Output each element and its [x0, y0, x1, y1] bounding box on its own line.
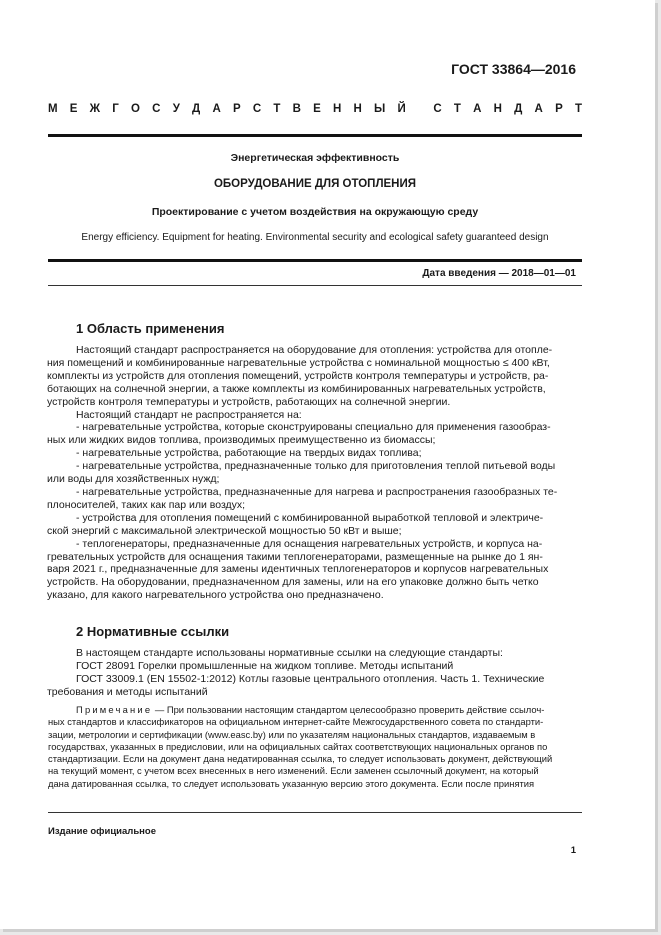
reference-line: ГОСТ 33009.1 (EN 15502-1:2012) Котлы газовые центрального отопления. Часть 1. Технические — [76, 672, 545, 685]
standard-type-letter: Н — [493, 103, 502, 115]
exclusion-item-line: - теплогенераторы, предназначенные для оснащения нагревательных устройств, и корпуса на- — [76, 537, 543, 550]
note-line: дана датированная ссылка, то следует использовать указанную версию этого документа. Если после принятия — [48, 777, 535, 789]
intro-date: Дата введения — 2018—01—01 — [422, 268, 576, 279]
exclusion-item-line: ных или жидких видов топлива, производимых преимущественно из биомассы; — [47, 434, 436, 447]
exclusion-item-line: - нагревательные устройства, предназначенные только для приготовления теплой питьевой воды — [76, 460, 556, 473]
standard-type-letter: У — [172, 103, 180, 115]
exclusion-item-line: варя 2021 г., предназначенные для замены идентичных теплогенераторов и корпусов нагревательных — [47, 563, 549, 576]
exclusion-item-line: плоносителей, таких как пар или воздух; — [47, 498, 246, 511]
standard-type-letter: В — [292, 103, 301, 115]
top-rule — [48, 134, 582, 137]
standard-type-letter: Т — [273, 103, 281, 115]
note-block — [48, 704, 582, 790]
standard-type-letter: С — [152, 103, 161, 115]
standard-type-letter: С — [433, 103, 442, 115]
scope-line: ния помещений и комбинированные нагревательные устройства с номинальной мощностью ≤ 400 кВт, — [47, 356, 550, 369]
exclusion-item-line: ской энергий с максимальной электрической мощностью 50 кВт и выше; — [47, 524, 402, 537]
scope-line: комплекты из устройств для отопления помещений, устройств контроля температуры и устройств, ра- — [47, 369, 549, 382]
note-text: — При пользовании настоящим стандартом целесообразно проверить действие ссылоч- — [152, 704, 545, 715]
exclusion-item-line: устройств. На оборудовании, предназначенном для замены, или на его упаковке должно быть четко — [47, 576, 539, 589]
date-rule — [48, 285, 582, 286]
standard-type-heading — [48, 103, 582, 115]
note-line: стандартизации. Если на документ дана недатированная ссылка, то следует использовать документ, действующий — [48, 753, 553, 764]
standard-type-letter: Д — [192, 103, 201, 115]
standard-type-letter: М — [48, 103, 58, 115]
standard-type-letter: Н — [332, 103, 342, 115]
title-line-2: ОБОРУДОВАНИЕ ДЛЯ ОТОПЛЕНИЯ — [213, 178, 417, 190]
note-line: зации, метрологии и сертификации (www.easc.by) или по указателям национальных стандартов, издаваемым в — [48, 728, 536, 740]
title-line-1: Энергетическая эффективность — [230, 152, 400, 164]
reference-line: требования и методы испытаний — [47, 685, 208, 698]
scope-line: Настоящий стандарт распространяется на оборудование для отопления: устройства для отопле- — [76, 344, 553, 356]
standard-type-letter: Т — [453, 103, 461, 115]
exclusion-item-line: указано, для какого нагревательного устройства оно предназначено. — [47, 589, 384, 602]
exclusion-item-line: - нагревательные устройства, работающие на твердых видах топлива; — [76, 447, 422, 460]
note-label: Примечание — [76, 704, 153, 715]
standard-type-letter: А — [473, 103, 482, 115]
standard-type-letter: О — [131, 103, 140, 115]
exclusion-item-line: или воды для хозяйственных нужд; — [47, 473, 220, 486]
exclusion-item-line: - нагревательные устройства, которые сконструированы специально для применения газообраз- — [76, 421, 551, 434]
reference-line: В настоящем стандарте использованы нормативные ссылки на следующие стандарты: — [76, 647, 503, 659]
edition-label: Издание официальное — [48, 826, 156, 837]
standard-type-letter: Т — [574, 103, 582, 115]
standard-type-letter: Е — [69, 103, 78, 115]
standard-type-letter: С — [252, 103, 262, 115]
title-bottom-rule — [48, 259, 582, 262]
standard-code: ГОСТ 33864—2016 — [451, 61, 576, 77]
scope-exclusion-intro: Настоящий стандарт не распространяется на: — [76, 408, 302, 421]
standard-type-letter: А — [212, 103, 221, 115]
note-line: ных стандартов и классификаторов на официальном интернет-сайте Межгосударственного совета по стандарти- — [48, 716, 544, 728]
standard-type-letter: Й — [397, 103, 406, 115]
note-line: на текущий момент, с учетом всех внесенных в него изменений. Если заменен ссылочный документ, на который — [48, 765, 539, 777]
standard-type-letter: Д — [514, 103, 523, 115]
note-line — [76, 704, 582, 716]
reference-line: ГОСТ 28091 Горелки промышленные на жидком топливе. Методы испытаний — [76, 659, 454, 672]
standard-type-letter: Ж — [89, 103, 101, 115]
title-line-3: Проектирование с учетом воздействия на окружающую среду — [151, 206, 479, 218]
section-2-heading: 2 Нормативные ссылки — [76, 624, 230, 639]
standard-type-letter: Г — [112, 103, 119, 115]
standard-type-letter: Ы — [374, 103, 386, 115]
footer-rule — [48, 812, 582, 813]
note-line: государствах, указанных в предисловии, или на официальных сайтах соответствующих национальных органов по — [48, 740, 548, 752]
section-1-body — [47, 344, 582, 602]
scope-line: устройств контроля температуры и устройств, работающих на солнечной энергии. — [47, 395, 451, 408]
standard-type-letter: Е — [313, 103, 321, 115]
section-2-body — [47, 647, 582, 699]
title-english: Energy efficiency. Equipment for heating. Environmental security and ecological safety guaranteed design — [81, 232, 549, 243]
exclusion-item-line: гревательных устройств для оснащения такими теплогенераторами, размещенные на рынке до 1 ян- — [47, 550, 543, 563]
standard-type-letter: Н — [353, 103, 362, 115]
section-1-heading: 1 Область применения — [76, 321, 225, 336]
standard-type-letter: Р — [232, 103, 241, 115]
standard-type-letter — [418, 103, 421, 115]
exclusion-item-line: - нагревательные устройства, предназначенные для нагрева и распространения газообразных те- — [76, 485, 558, 498]
scope-line: ботающих на солнечной энергии, а также комплекты из комбинированных нагревательных устройств, — [47, 382, 546, 395]
page-number: 1 — [570, 845, 576, 856]
standard-type-letter: А — [534, 103, 543, 115]
exclusion-item-line: - устройства для отопления помещений с комбинированной выработкой тепловой и электриче- — [76, 511, 544, 524]
standard-type-letter: Р — [555, 103, 563, 115]
